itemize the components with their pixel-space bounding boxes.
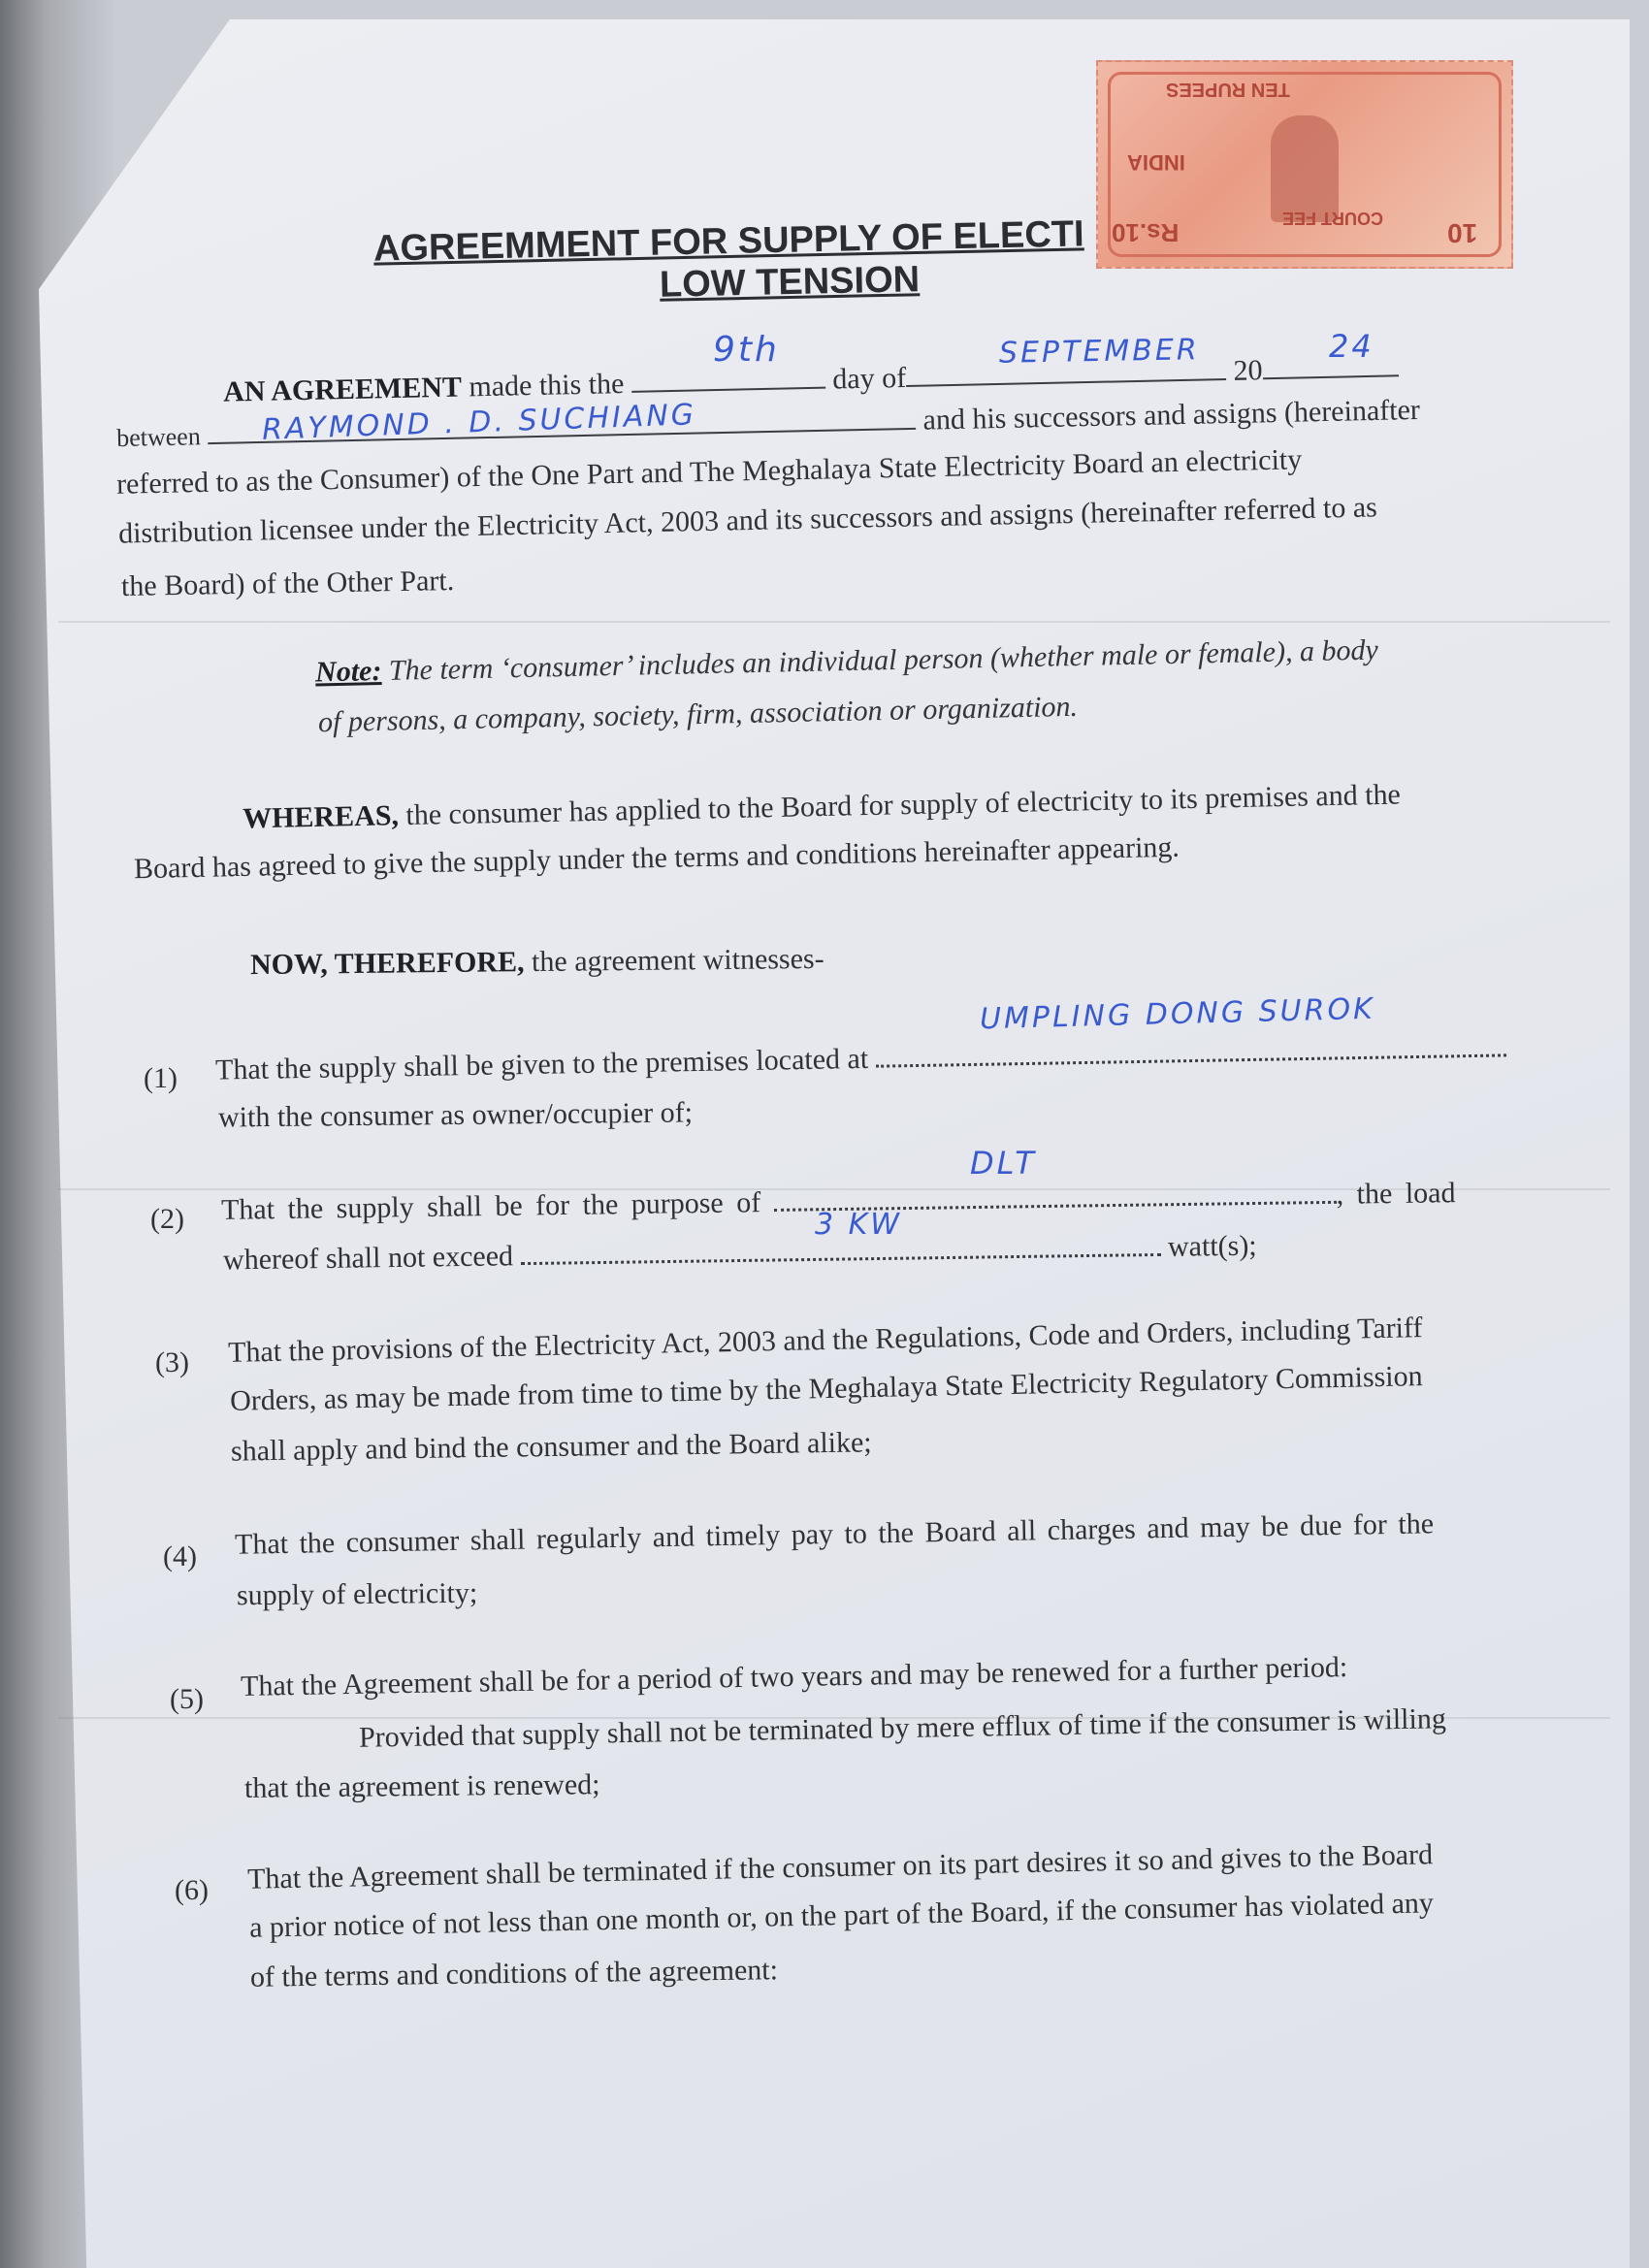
clause-4-line-1: That the consumer shall regularly and timely pay to the Board all charges and may be due for the	[234, 1507, 1435, 1561]
clause-2-number: (2)	[150, 1203, 184, 1235]
now-therefore: NOW, THEREFORE, the agreement witnesses-	[249, 942, 824, 982]
clause-6-line-1: That the Agreement shall be terminated if the consumer on its part desires it so and gives to the Board	[246, 1838, 1434, 1895]
clause-3-number: (3)	[155, 1346, 189, 1378]
note-line-2: of persons, a company, society, firm, association or organization.	[317, 690, 1079, 739]
stamp-right-value: 10	[1447, 218, 1478, 248]
clause-3-line-2: Orders, as may be made from time to time by the Meghalaya State Electricity Regulatory Commission	[229, 1360, 1423, 1417]
clause-2-line-1: That the supply shall be for the purpose of , the load	[220, 1177, 1456, 1226]
handwritten-premises: UMPLING DONG SUROK	[979, 991, 1376, 1037]
handwritten-consumer-name: RAYMOND . D. SUCHIANG	[261, 398, 697, 447]
preamble-line-5: the Board) of the Other Part.	[120, 565, 455, 602]
clause-1-line-2: with the consumer as owner/occupier of;	[217, 1096, 694, 1134]
clause-1-number: (1)	[144, 1062, 178, 1094]
handwritten-month: SEPTEMBER	[998, 333, 1200, 371]
note-label: Note:	[314, 655, 382, 689]
clause-1-line-1: That the supply shall be given to the premises located at	[215, 1031, 1506, 1086]
clause-6-number: (6)	[175, 1874, 209, 1906]
day-blank	[631, 387, 825, 393]
clause-4-line-2: supply of electricity;	[236, 1576, 478, 1612]
handwritten-purpose: DLT	[970, 1145, 1037, 1182]
handwritten-day: 9th	[713, 330, 780, 370]
stamp-side-text: INDIA	[1127, 150, 1185, 175]
whereas-line-2: Board has agreed to give the supply under the terms and conditions hereinafter appearing.	[133, 830, 1180, 886]
month-blank	[906, 378, 1226, 387]
handwritten-year: 24	[1329, 328, 1374, 365]
clause-3-line-3: shall apply and bind the consumer and the Board alike;	[230, 1426, 872, 1468]
whereas-line-1: WHEREAS, the consumer has applied to the Board for supply of electricity to its premises and the	[242, 778, 1402, 835]
stamp-court-fee: COURT FEE	[1282, 209, 1384, 228]
title-line-2: LOW TENSION	[659, 259, 921, 306]
preamble-line-1: AN AGREEMENT made this the day of 20	[223, 351, 1399, 408]
emblem-icon	[1271, 115, 1339, 222]
clause-6-line-3: of the terms and conditions of the agreement:	[249, 1954, 779, 1993]
year-blank	[1263, 374, 1399, 379]
clause-5-line-3: that the agreement is renewed;	[243, 1768, 600, 1804]
stamp-left-value: Rs.10	[1112, 218, 1180, 247]
clause-4-number: (4)	[163, 1540, 197, 1572]
court-fee-stamp	[1096, 60, 1513, 269]
premises-blank	[876, 1053, 1506, 1067]
fold-line	[58, 621, 1610, 623]
clause-5-line-2: Provided that supply shall not be terminated by mere efflux of time if the consumer is willing	[358, 1702, 1447, 1754]
title-line-1: AGREEMMENT FOR SUPPLY OF ELECTI	[372, 213, 1084, 270]
clause-2-line-2: whereof shall not exceed watt(s);	[222, 1229, 1257, 1277]
clause-3-line-1: That the provisions of the Electricity Act, 2003 and the Regulations, Code and Orders, including Tariff	[227, 1312, 1423, 1369]
load-blank	[521, 1253, 1161, 1265]
clause-5-number: (5)	[170, 1683, 204, 1715]
note-line-1: Note: The term ‘consumer’ includes an individual person (whether male or female), a body	[314, 633, 1379, 689]
clause-5-line-1: That the Agreement shall be for a period of two years and may be renewed for a further period:	[240, 1651, 1348, 1702]
preamble-line-4: distribution licensee under the Electricity Act, 2003 and its successors and assigns (hereinafter referred to as	[117, 491, 1378, 550]
clause-6-line-2: a prior notice of not less than one month or, on the part of the Board, if the consumer has violated any	[248, 1887, 1435, 1944]
agreement-bold: AN AGREEMENT	[222, 371, 463, 408]
stamp-top-text: TEN RUPEES	[1166, 79, 1290, 100]
handwritten-load: 3 KW	[815, 1208, 902, 1242]
preamble-line-3: referred to as the Consumer) of the One Part and The Meghalaya State Electricity Board an electricity	[115, 443, 1303, 501]
preamble-line-2: between and his successors and assigns (hereinafter	[115, 393, 1421, 453]
